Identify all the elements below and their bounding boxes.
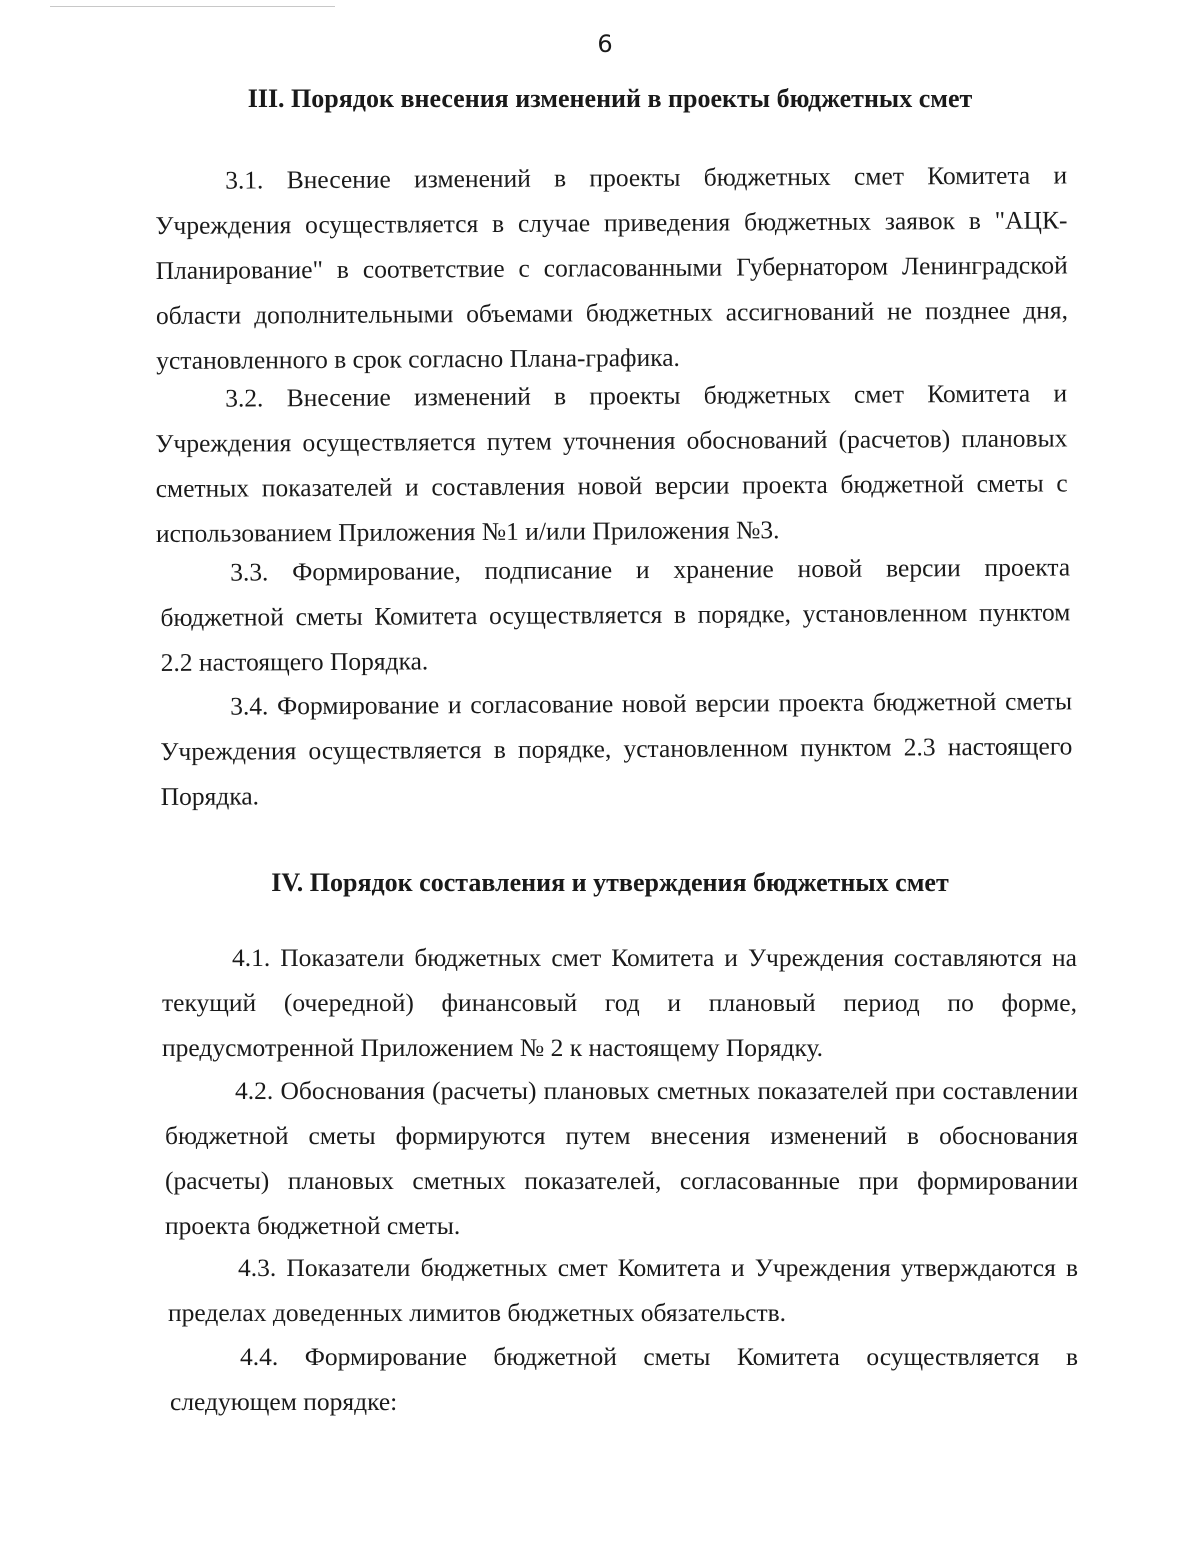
paragraph-4-4: 4.4. Формирование бюджетной сметы Комитета осуществляется в следующем порядке: — [170, 1342, 1078, 1416]
paragraph-4-3: 4.3. Показатели бюджетных смет Комитета и Учреждения утверждаются в пределах доведенных лимитов бюджетных обязательств. — [168, 1253, 1078, 1327]
paragraph-4-2: 4.2. Обоснования (расчеты) плановых сметных показателей при составлении бюджетной сметы формируются путем внесения изменений в обоснования (расчеты) плановых сметных показателей, согласованные при формировании проекта бюджетной сметы. — [165, 1076, 1078, 1240]
page-number: 6 — [597, 30, 613, 58]
paragraph-3-4: 3.4. Формирование и согласование новой версии проекта бюджетной сметы Учреждения осуществляется в порядке, установленном пунктом 2.3 настоящего Порядка. — [160, 686, 1073, 811]
scan-edge-line — [50, 6, 335, 7]
section-3-heading: III. Порядок внесения изменений в проекты бюджетных смет — [247, 84, 973, 113]
paragraph-3-2: 3.2. Внесение изменений в проекты бюджетных смет Комитета и Учреждения осуществляется путем уточнения обоснований (расчетов) плановых сметных показателей и составления новой версии проекта бюджетной сметы с использованием Приложения №1 и/или Приложения №3. — [155, 378, 1068, 548]
paragraph-3-1: 3.1. Внесение изменений в проекты бюджетных смет Комитета и Учреждения осуществляется в случае приведения бюджетных заявок в "АЦК-Планирование" в соответствие с согласованными Губернатором Ленинградской области дополнительными объемами бюджетных ассигнований не позднее дня, установленного в срок согласно Плана-графика. — [155, 160, 1069, 375]
paragraph-4-1: 4.1. Показатели бюджетных смет Комитета и Учреждения составляются на текущий (очередной) финансовый год и плановый период по форме, предусмотренной Приложением № 2 к настоящему Порядку. — [162, 943, 1077, 1062]
section-4-heading: IV. Порядок составления и утверждения бюджетных смет — [271, 868, 949, 897]
paragraph-3-3: 3.3. Формирование, подписание и хранение новой версии проекта бюджетной сметы Комитета осуществляется в порядке, установленном пунктом 2.2 настоящего Порядка. — [160, 552, 1071, 677]
